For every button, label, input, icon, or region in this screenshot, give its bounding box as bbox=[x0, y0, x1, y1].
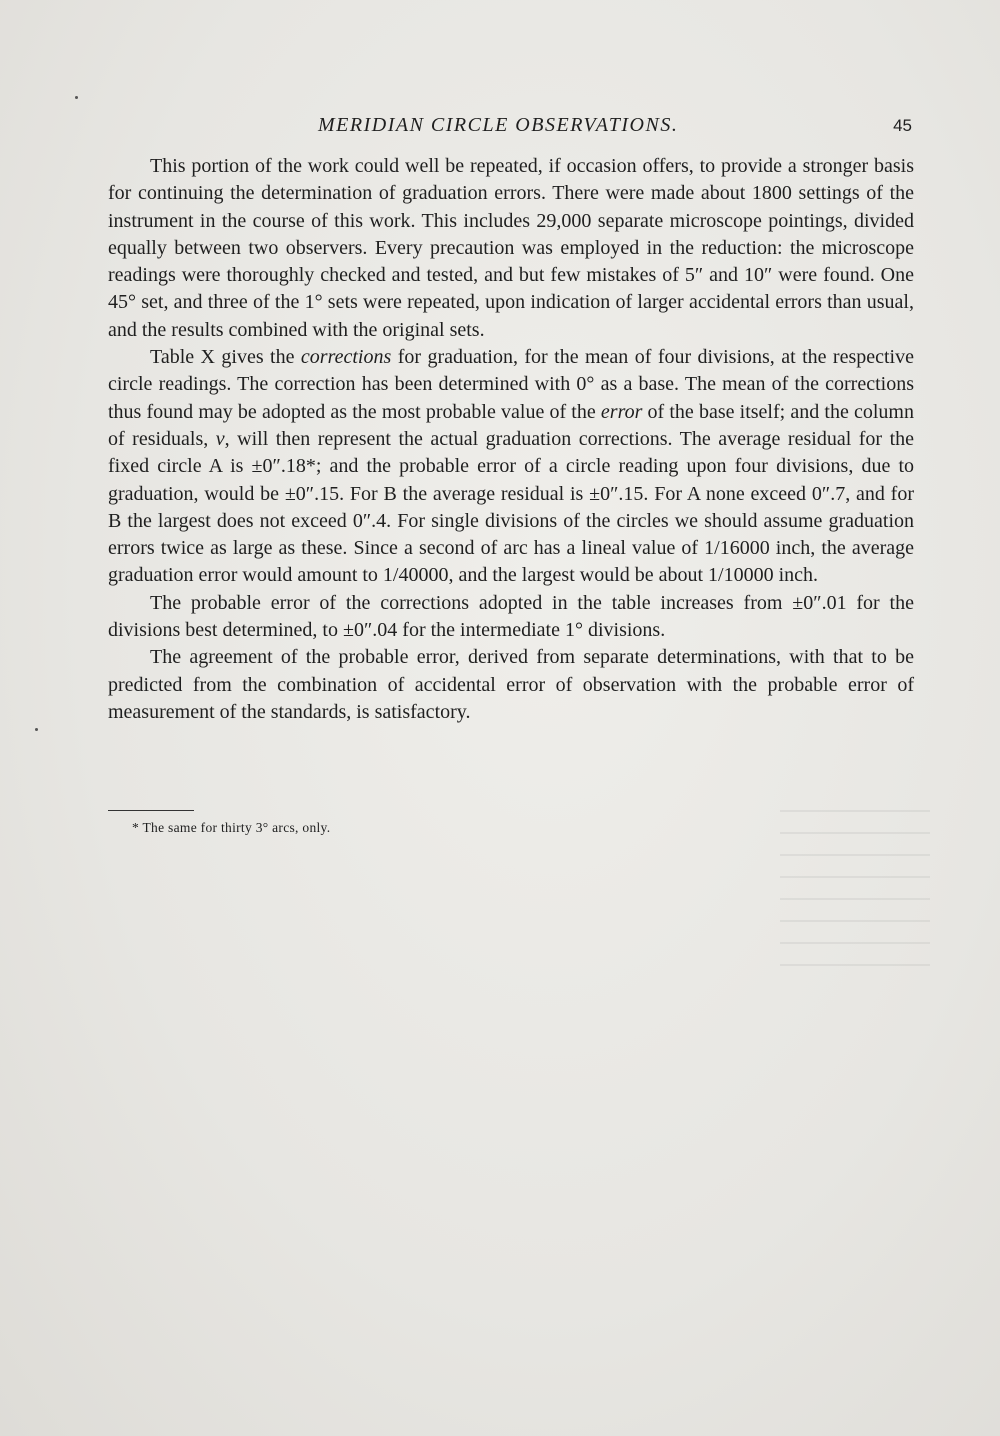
paragraph-2-text-a: Table X gives the bbox=[150, 346, 301, 369]
paragraph-4-text: The agreement of the probable error, derived from separate determinations, with that to be predicted from the combination of accidental error of observation with the probable error of measurement of the standards, is satisfactory. bbox=[108, 646, 914, 723]
paragraph-2-italic-corrections: corrections bbox=[300, 346, 392, 369]
paragraph-4 bbox=[108, 644, 914, 726]
paragraph-1-text: This portion of the work could well be repeated, if occasion offers, to provide a stronger basis for continuing the determination of graduation errors. There were made about 1800 settings of the instrument in the course of this work. This includes 29,000 separate microscope pointings, divided equally between two observers. Every precaution was employed in the reduction: the microscope readings were thoroughly checked and tested, and but few mistakes of 5″ and 10″ were found. One 45° set, and three of the 1° sets were repeated, upon indication of larger accidental errors than usual, and the results combined with the original sets. bbox=[108, 155, 914, 341]
show-through bbox=[780, 790, 930, 1090]
paragraph-2 bbox=[108, 344, 914, 590]
footnote-rule bbox=[108, 810, 194, 811]
paragraph-1 bbox=[108, 153, 914, 344]
running-head bbox=[108, 114, 912, 140]
body-text bbox=[108, 153, 914, 726]
paragraph-2-italic-error: error bbox=[600, 400, 643, 423]
paragraph-3 bbox=[108, 590, 914, 645]
page-number: 45 bbox=[893, 116, 912, 135]
paragraph-3-text: The probable error of the corrections adopted in the table increases from ±0″.01 for the divisions best determined, to ±0″.04 for the intermediate 1° divisions. bbox=[108, 591, 914, 642]
paper-speck bbox=[35, 728, 38, 731]
paragraph-2-italic-v: v bbox=[215, 427, 225, 450]
paragraph-2-text-b: for graduation, for the mean of four divisions, at the respective circle readings. The correction has been determined with 0° as a base. The mean of the corrections thus found may be adopted as the most probable value of the bbox=[108, 346, 914, 423]
paper-speck bbox=[75, 96, 78, 99]
paragraph-2-text-c: of the base itself; and the column of residuals, bbox=[108, 400, 914, 450]
paragraph-2-text-d: , will then represent the actual graduation corrections. The average residual for the fixed circle A is ±0″.18*; and the probable error of a circle reading upon four divisions, due to graduation, would be ±0″.15. For B the average residual is ±0″.15. For A none exceed 0″.7, and for B the largest does not exceed 0″.4. For single divisions of the circles we should assume graduation errors twice as large as these. Since a second of arc has a lineal value of 1/16000 inch, the average graduation error would amount to 1/40000, and the largest would be about 1/10000 inch. bbox=[108, 427, 914, 587]
footnote: * The same for thirty 3° arcs, only. bbox=[132, 820, 331, 835]
running-title: MERIDIAN CIRCLE OBSERVATIONS. bbox=[318, 114, 679, 136]
